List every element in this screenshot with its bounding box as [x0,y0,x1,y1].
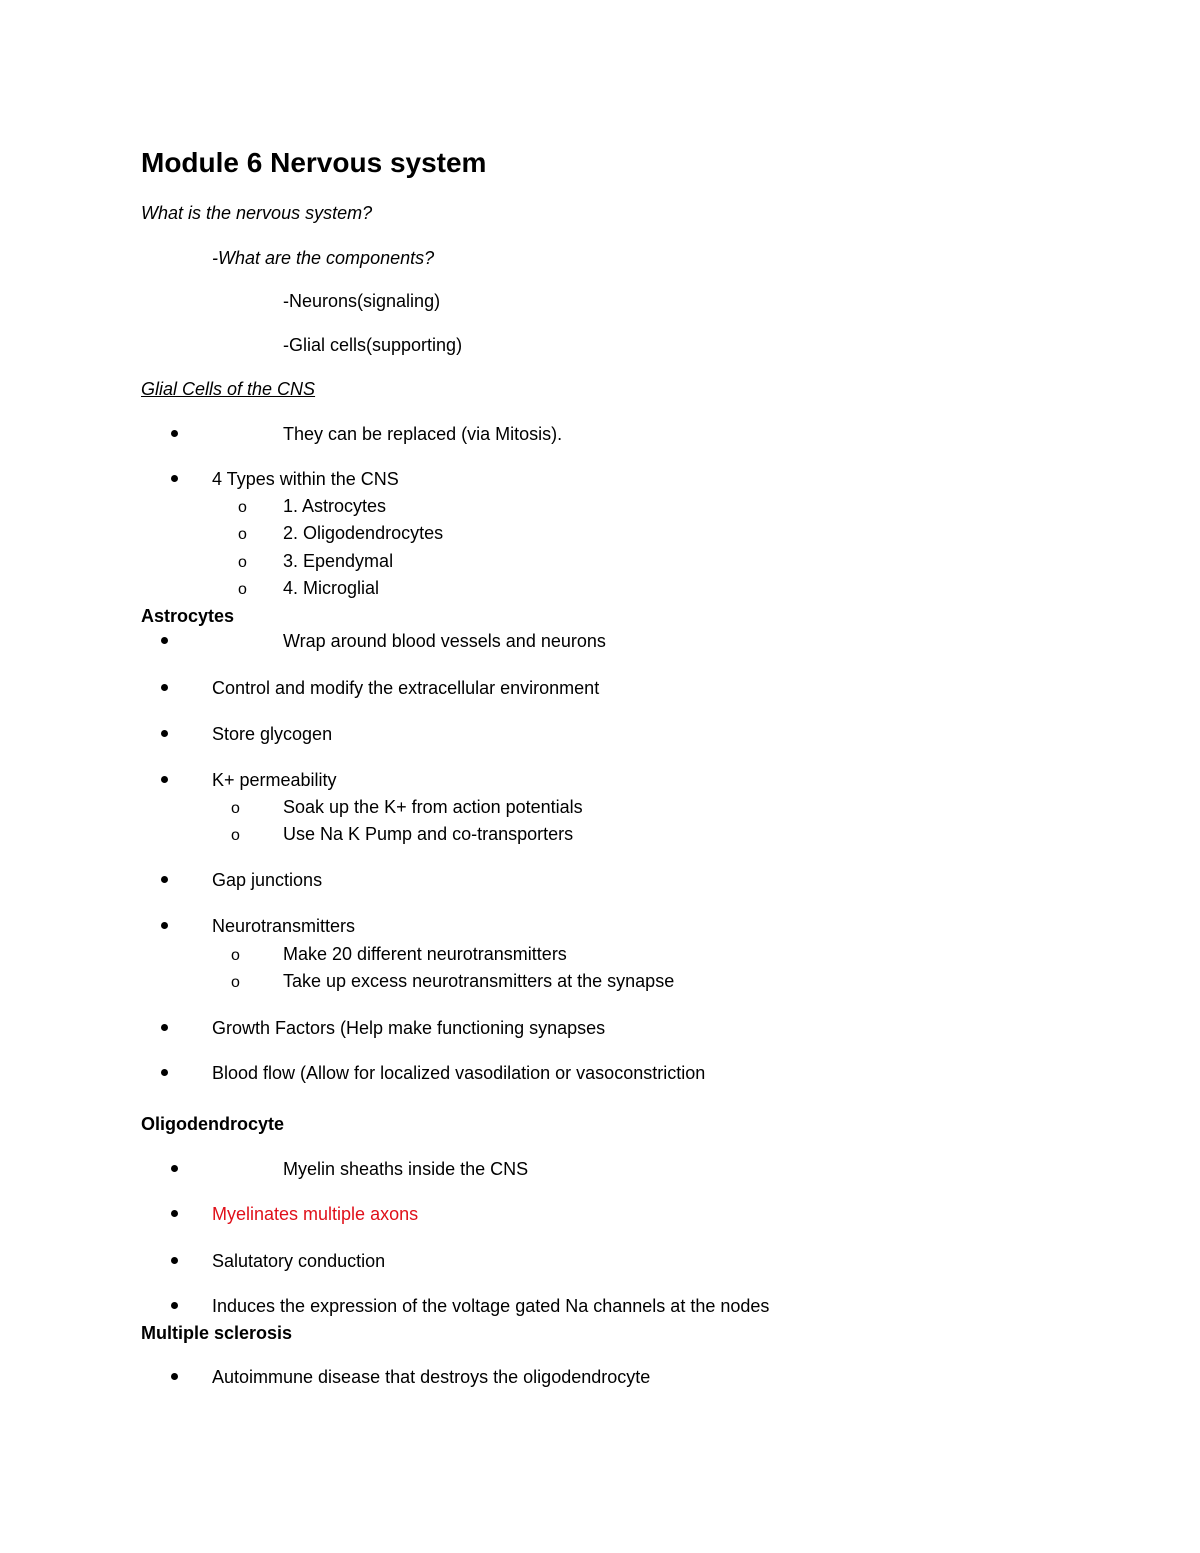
oligo-item: Salutatory conduction [212,1251,386,1271]
intro-question: What is the nervous system? [141,203,373,223]
astro-subitem: Take up excess neurotransmitters at the synapse [283,971,675,991]
bullet-icon [161,637,168,644]
astro-item: Store glycogen [212,724,333,744]
bullet-icon [171,1302,178,1309]
type-item: 4. Microglial [283,578,380,598]
type-item: 3. Ependymal [283,551,394,571]
glial-line: -Glial cells(supporting) [283,335,463,355]
glial-item: They can be replaced (via Mitosis). [283,424,563,444]
sub-bullet-icon: o [238,581,247,598]
sub-bullet-icon: o [231,827,240,844]
bullet-icon [161,1069,168,1076]
neurons-line: -Neurons(signaling) [283,291,441,311]
bullet-icon [171,1210,178,1217]
bullet-icon [161,730,168,737]
type-item: 2. Oligodendrocytes [283,523,444,543]
type-item: 1. Astrocytes [283,496,387,516]
page-title: Module 6 Nervous system [141,147,487,178]
bullet-icon [161,876,168,883]
oligo-item: Myelin sheaths inside the CNS [283,1159,529,1179]
astro-subitem: Make 20 different neurotransmitters [283,944,567,964]
glial-item: 4 Types within the CNS [212,469,399,489]
astro-subitem: Use Na K Pump and co-transporters [283,824,574,844]
sub-bullet-icon: o [238,526,247,543]
bullet-icon [161,922,168,929]
bullet-icon [161,1024,168,1031]
astro-item: Neurotransmitters [212,916,356,936]
sub-bullet-icon: o [238,499,247,516]
bullet-icon [161,684,168,691]
bullet-icon [171,430,178,437]
astro-item: Control and modify the extracellular environment [212,678,600,698]
sub-bullet-icon: o [231,974,240,991]
bullet-icon [171,1373,178,1380]
sub-bullet-icon: o [238,554,247,571]
ms-item: Autoimmune disease that destroys the oligodendrocyte [212,1367,651,1387]
ms-heading: Multiple sclerosis [141,1323,293,1343]
sub-bullet-icon: o [231,947,240,964]
glial-heading: Glial Cells of the CNS [141,379,316,399]
oligo-item-highlight: Myelinates multiple axons [212,1204,419,1224]
components-question: -What are the components? [212,248,435,268]
bullet-icon [171,475,178,482]
astro-item: Gap junctions [212,870,323,890]
oligo-heading: Oligodendrocyte [141,1114,285,1134]
astro-subitem: Soak up the K+ from action potentials [283,797,583,817]
oligo-item: Induces the expression of the voltage gated Na channels at the nodes [212,1296,770,1316]
bullet-icon [171,1257,178,1264]
astro-item: Growth Factors (Help make functioning synapses [212,1018,606,1038]
astro-item: Blood flow (Allow for localized vasodilation or vasoconstriction [212,1063,706,1083]
astrocytes-heading: Astrocytes [141,606,235,626]
astro-item: Wrap around blood vessels and neurons [283,631,606,651]
astro-item: K+ permeability [212,770,337,790]
bullet-icon [171,1165,178,1172]
bullet-icon [161,776,168,783]
sub-bullet-icon: o [231,800,240,817]
